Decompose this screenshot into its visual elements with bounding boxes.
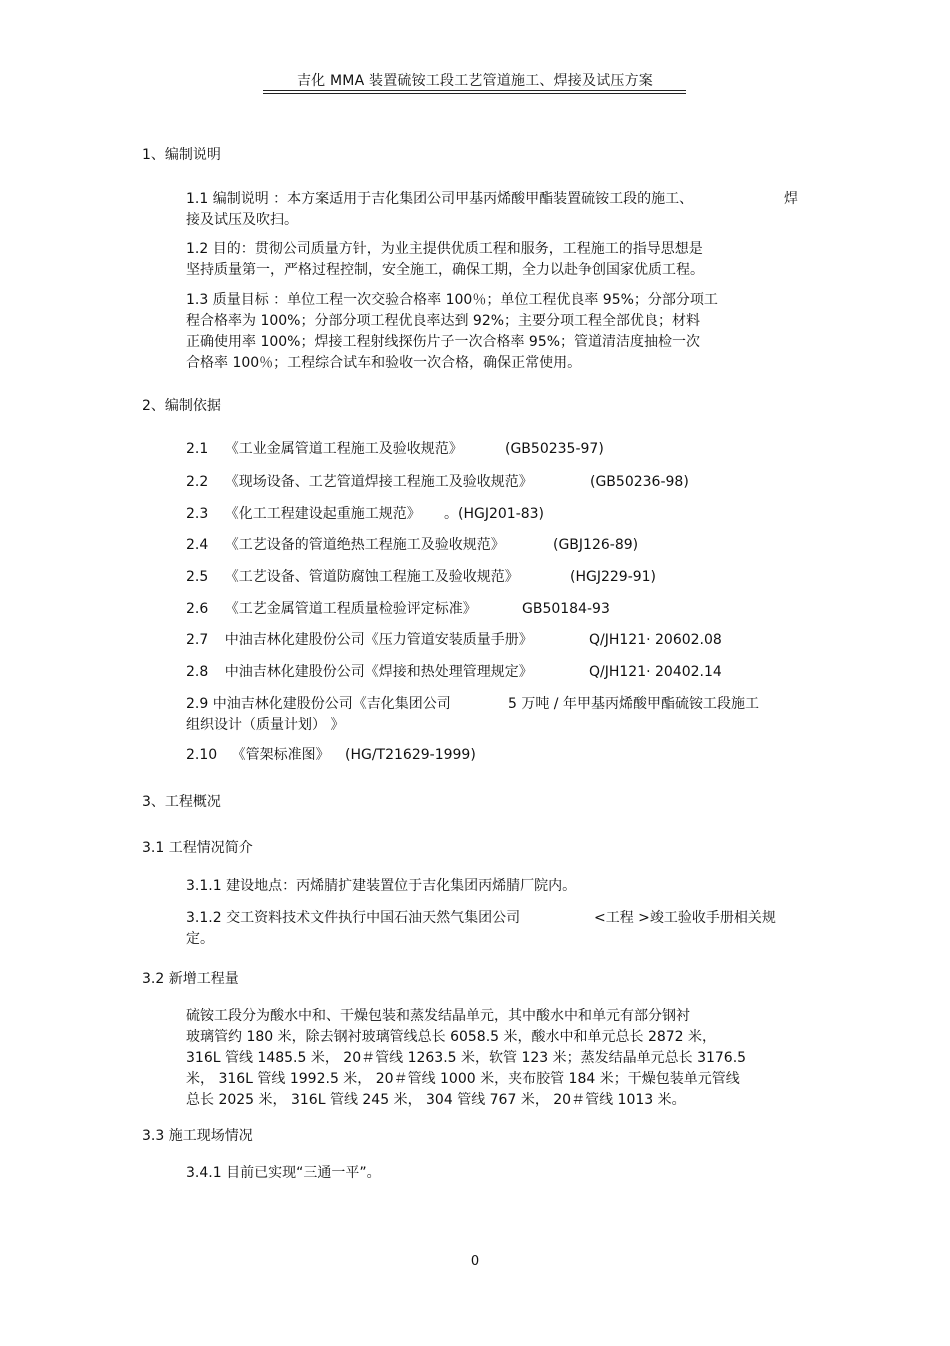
- ref-code: (GBJ126-89): [553, 537, 639, 553]
- ref-title: 《工艺设备、管道防腐蚀工程施工及验收规范》: [224, 569, 519, 585]
- ref-num: 2.8: [186, 664, 209, 680]
- section-heading-3: 3、工程概况: [142, 794, 221, 810]
- ref-code: (GB50236-98): [590, 474, 689, 490]
- ref-code: Q/JH121· 20602.08: [589, 632, 722, 648]
- ref-code: (GB50235-97): [505, 441, 604, 457]
- paragraph-1-1-line-1: 1.1 编制说明 ：本方案适用于吉化集团公司甲基丙烯酸甲酯装置硫铵工段的施工、: [186, 191, 694, 207]
- paragraph-1-3-line-1: 1.3 质量目标 ：单位工程一次交验合格率 100％；单位工程优良率 95%；分部分项工: [186, 292, 718, 308]
- subsection-heading-3-1: 3.1 工程情况简介: [142, 840, 253, 856]
- ref-title: 《现场设备、工艺管道焊接工程施工及验收规范》: [224, 474, 533, 490]
- paragraph-1-2: [186, 239, 798, 281]
- ref-title: 《工业金属管道工程施工及验收规范》: [224, 441, 463, 457]
- ref-num: 2.2: [186, 474, 209, 490]
- paragraph-1-1: [186, 189, 798, 231]
- ref-code: 。(HGJ201-83): [444, 506, 545, 522]
- ref-2-9-part-1: 2.9 中油吉林化建股份公司《吉化集团公司: [186, 696, 451, 712]
- paragraph-1-3-line-4: 合格率 100％；工程综合试车和验收一次合格，确保正常使用。: [186, 355, 582, 371]
- ref-code: (HG/T21629-1999): [345, 747, 476, 763]
- paragraph-3-2: [186, 1006, 798, 1111]
- reference-item-2-10: [186, 745, 476, 766]
- ref-title: 《化工工程建设起重施工规范》: [224, 506, 421, 522]
- paragraph-3-2-line-3: 316L 管线 1485.5 米， 20＃管线 1263.5 米，软管 123 米；蒸发结晶单元总长 3176.5: [186, 1050, 747, 1066]
- ref-title: 《工艺设备的管道绝热工程施工及验收规范》: [224, 537, 505, 553]
- paragraph-1-3: [186, 290, 798, 374]
- reference-item-2-6: [186, 599, 610, 620]
- paragraph-3-1-2-part-1: 3.1.2 交工资料技术文件执行中国石油天然气集团公司: [186, 910, 521, 926]
- ref-title: 中油吉林化建股份公司《焊接和热处理管理规定》: [224, 664, 533, 680]
- reference-item-2-7: [186, 630, 722, 651]
- subsection-heading-3-3: 3.3 施工现场情况: [142, 1128, 253, 1144]
- header-rule-bottom: [263, 93, 686, 94]
- ref-code: (HGJ229-91): [570, 569, 657, 585]
- paragraph-1-2-line-1: 1.2 目的：贯彻公司质量方针，为业主提供优质工程和服务，工程施工的指导思想是: [186, 241, 703, 257]
- ref-2-9-part-2: 5 万吨 / 年甲基丙烯酸甲酯硫铵工段施工: [508, 696, 759, 712]
- ref-code: GB50184-93: [522, 601, 610, 617]
- reference-item-2-3: [186, 504, 545, 525]
- paragraph-3-4-1: 3.4.1 目前已实现“三通一平”。: [186, 1165, 381, 1181]
- page-number: 0: [470, 1254, 480, 1269]
- paragraph-1-1-line-1-tail: 焊: [784, 191, 798, 207]
- reference-item-2-1: [186, 439, 604, 460]
- paragraph-3-2-line-2: 玻璃管约 180 米，除去钢衬玻璃管线总长 6058.5 米，酸水中和单元总长 2872 米，: [186, 1029, 717, 1045]
- ref-num: 2.5: [186, 569, 209, 585]
- page-header-title: 吉化 MMA 装置硫铵工段工艺管道施工、焊接及试压方案: [296, 73, 654, 89]
- ref-num: 2.10: [186, 747, 218, 763]
- section-heading-1: 1、编制说明: [142, 147, 221, 163]
- ref-2-9-line-2: 组织设计（质量计划） 》: [186, 717, 345, 733]
- subsection-heading-3-2: 3.2 新增工程量: [142, 971, 239, 987]
- ref-title: 《工艺金属管道工程质量检验评定标准》: [224, 601, 477, 617]
- reference-item-2-9: [186, 694, 798, 736]
- paragraph-1-2-line-2: 坚持质量第一，严格过程控制，安全施工，确保工期，全力以赴争创国家优质工程。: [186, 262, 704, 278]
- reference-item-2-8: [186, 662, 722, 683]
- ref-num: 2.6: [186, 601, 209, 617]
- ref-code: Q/JH121· 20402.14: [589, 664, 722, 680]
- reference-item-2-5: [186, 567, 657, 588]
- section-heading-2: 2、编制依据: [142, 398, 221, 414]
- paragraph-3-2-line-1: 硫铵工段分为酸水中和、干燥包装和蒸发结晶单元，其中酸水中和单元有部分钢衬: [186, 1008, 690, 1024]
- paragraph-3-2-line-4: 米， 316L 管线 1992.5 米， 20＃管线 1000 米，夹布胶管 184 米；干燥包装单元管线: [186, 1071, 740, 1087]
- ref-num: 2.3: [186, 506, 209, 522]
- paragraph-1-1-line-2: 接及试压及吹扫。: [186, 212, 298, 228]
- header-rule-top: [263, 90, 686, 91]
- paragraph-3-1-2-part-2: <工程 >竣工验收手册相关规: [594, 910, 776, 926]
- paragraph-3-1-1: 3.1.1 建设地点：丙烯腈扩建装置位于吉化集团丙烯腈厂院内。: [186, 878, 577, 894]
- paragraph-3-2-line-5: 总长 2025 米， 316L 管线 245 米， 304 管线 767 米， 20＃管线 1013 米。: [186, 1092, 686, 1108]
- paragraph-1-3-line-3: 正确使用率 100%；焊接工程射线探伤片子一次合格率 95%；管道清洁度抽检一次: [186, 334, 701, 350]
- ref-title: 《管架标准图》: [231, 747, 330, 763]
- paragraph-3-1-2: [186, 908, 798, 950]
- ref-num: 2.4: [186, 537, 209, 553]
- ref-title: 中油吉林化建股份公司《压力管道安装质量手册》: [224, 632, 533, 648]
- ref-num: 2.1: [186, 441, 209, 457]
- ref-num: 2.7: [186, 632, 209, 648]
- paragraph-3-1-2-line-2: 定。: [186, 931, 214, 947]
- paragraph-1-3-line-2: 程合格率为 100%；分部分项工程优良率达到 92%；主要分项工程全部优良；材料: [186, 313, 701, 329]
- reference-item-2-4: [186, 535, 639, 556]
- reference-item-2-2: [186, 472, 689, 493]
